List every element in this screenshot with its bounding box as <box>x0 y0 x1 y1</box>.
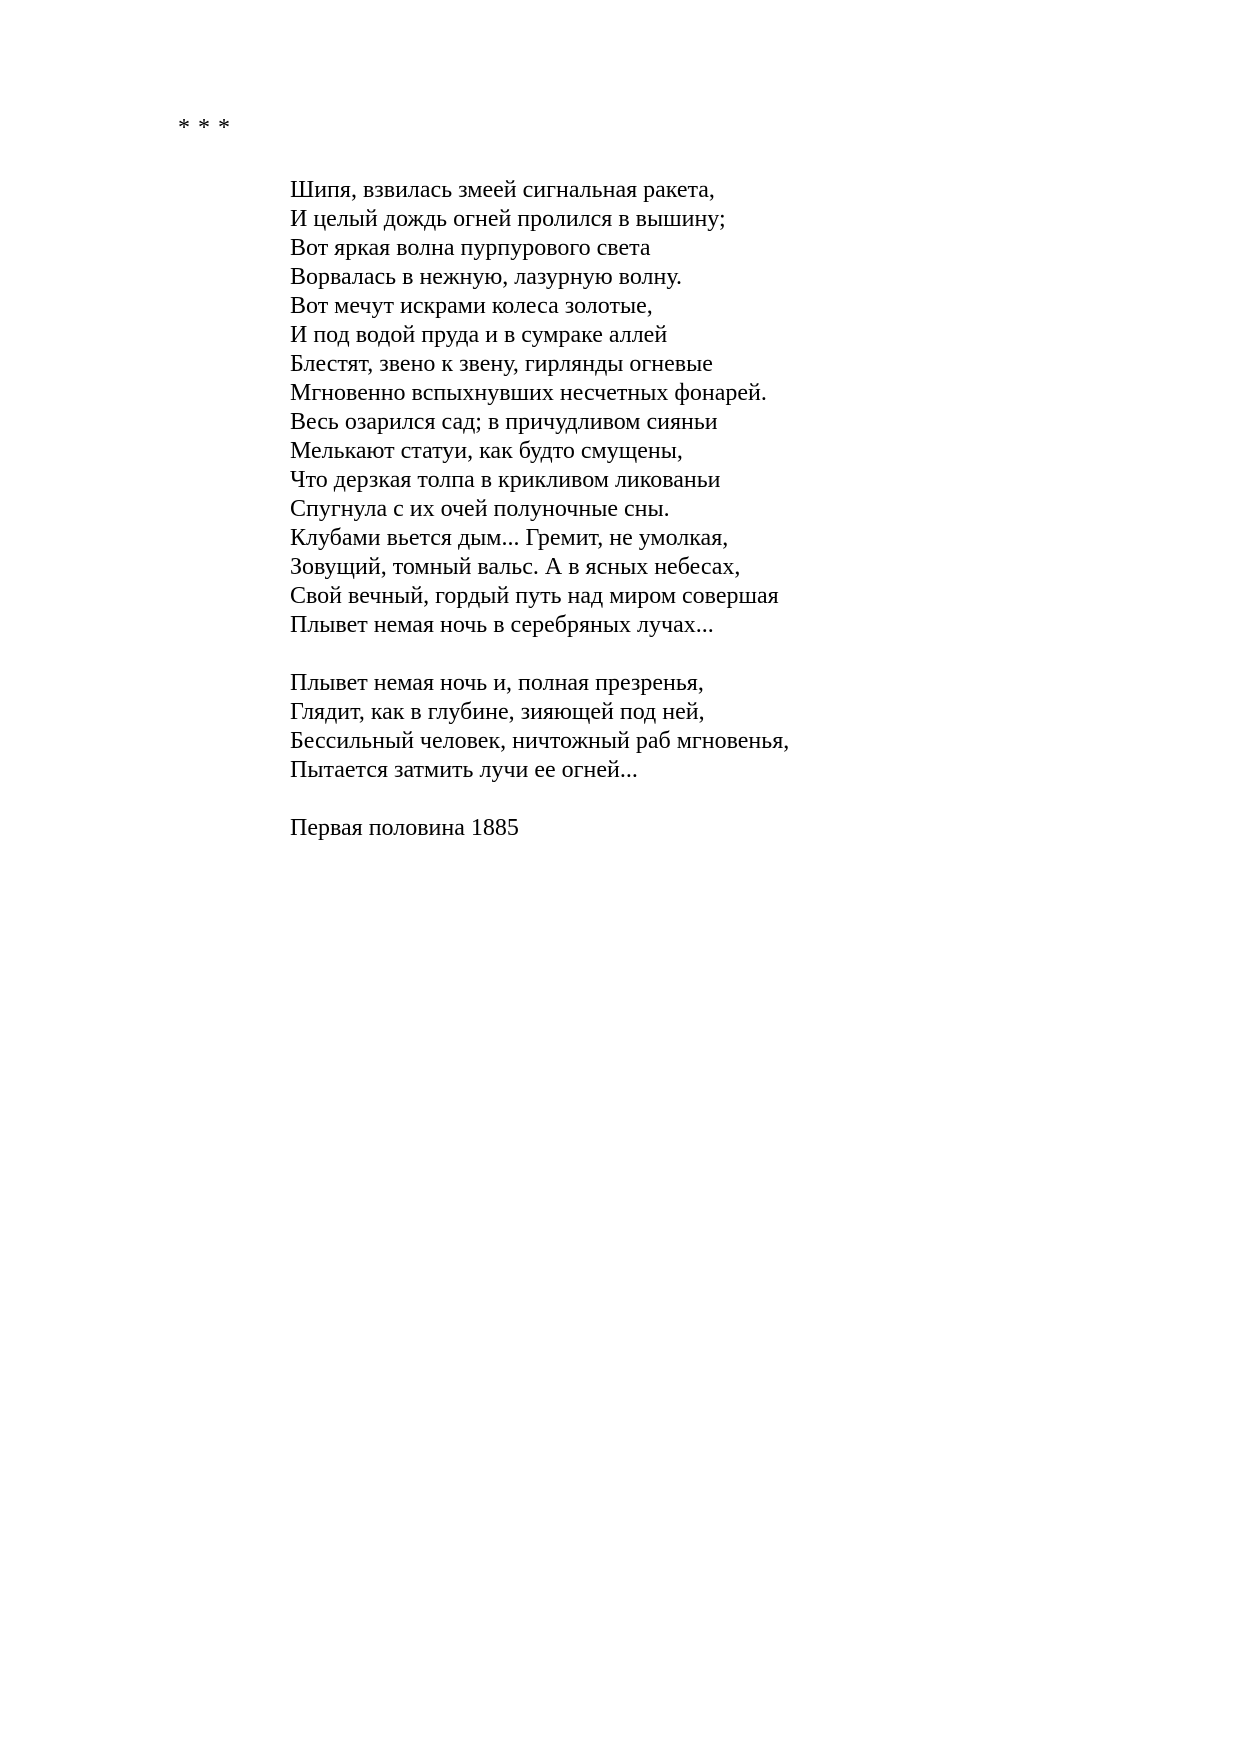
poem-line: Мгновенно вспыхнувших несчетных фонарей. <box>290 380 767 406</box>
poem-line: Плывет немая ночь и, полная презренья, <box>290 670 704 696</box>
poem-line: Ворвалась в нежную, лазурную волну. <box>290 264 682 290</box>
poem-line: Зовущий, томный вальс. А в ясных небесах, <box>290 554 741 580</box>
poem-line: Свой вечный, гордый путь над миром совершая <box>290 583 779 609</box>
poem-line: Что дерзкая толпа в крикливом ликованьи <box>290 467 721 493</box>
stanza-2 <box>290 669 789 785</box>
poem-line: Вот мечут искрами колеса золотые, <box>290 293 653 319</box>
poem-line: Спугнула с их очей полуночные сны. <box>290 496 670 522</box>
poem-line: И целый дождь огней пролился в вышину; <box>290 206 726 232</box>
poem-line: И под водой пруда и в сумраке аллей <box>290 322 668 348</box>
poem-line: Бессильный человек, ничтожный раб мгновенья, <box>290 728 790 754</box>
poem-line: Весь озарился сад; в причудливом сияньи <box>290 409 718 435</box>
stanza-1 <box>290 176 789 640</box>
poem-body <box>290 176 789 843</box>
section-separator: * * * <box>178 115 231 141</box>
poem-line: Клубами вьется дым... Гремит, не умолкая, <box>290 525 729 551</box>
poem-line: Мелькают статуи, как будто смущены, <box>290 438 683 464</box>
poem-date: Первая половина 1885 <box>290 815 519 841</box>
poem-line: Глядит, как в глубине, зияющей под ней, <box>290 699 705 725</box>
poem-line: Пытается затмить лучи ее огней... <box>290 757 638 783</box>
poem-line: Шипя, взвилась змеей сигнальная ракета, <box>290 177 715 203</box>
poem-line: Плывет немая ночь в серебряных лучах... <box>290 612 714 638</box>
poem-line: Вот яркая волна пурпурового света <box>290 235 651 261</box>
poem-line: Блестят, звено к звену, гирлянды огневые <box>290 351 713 377</box>
